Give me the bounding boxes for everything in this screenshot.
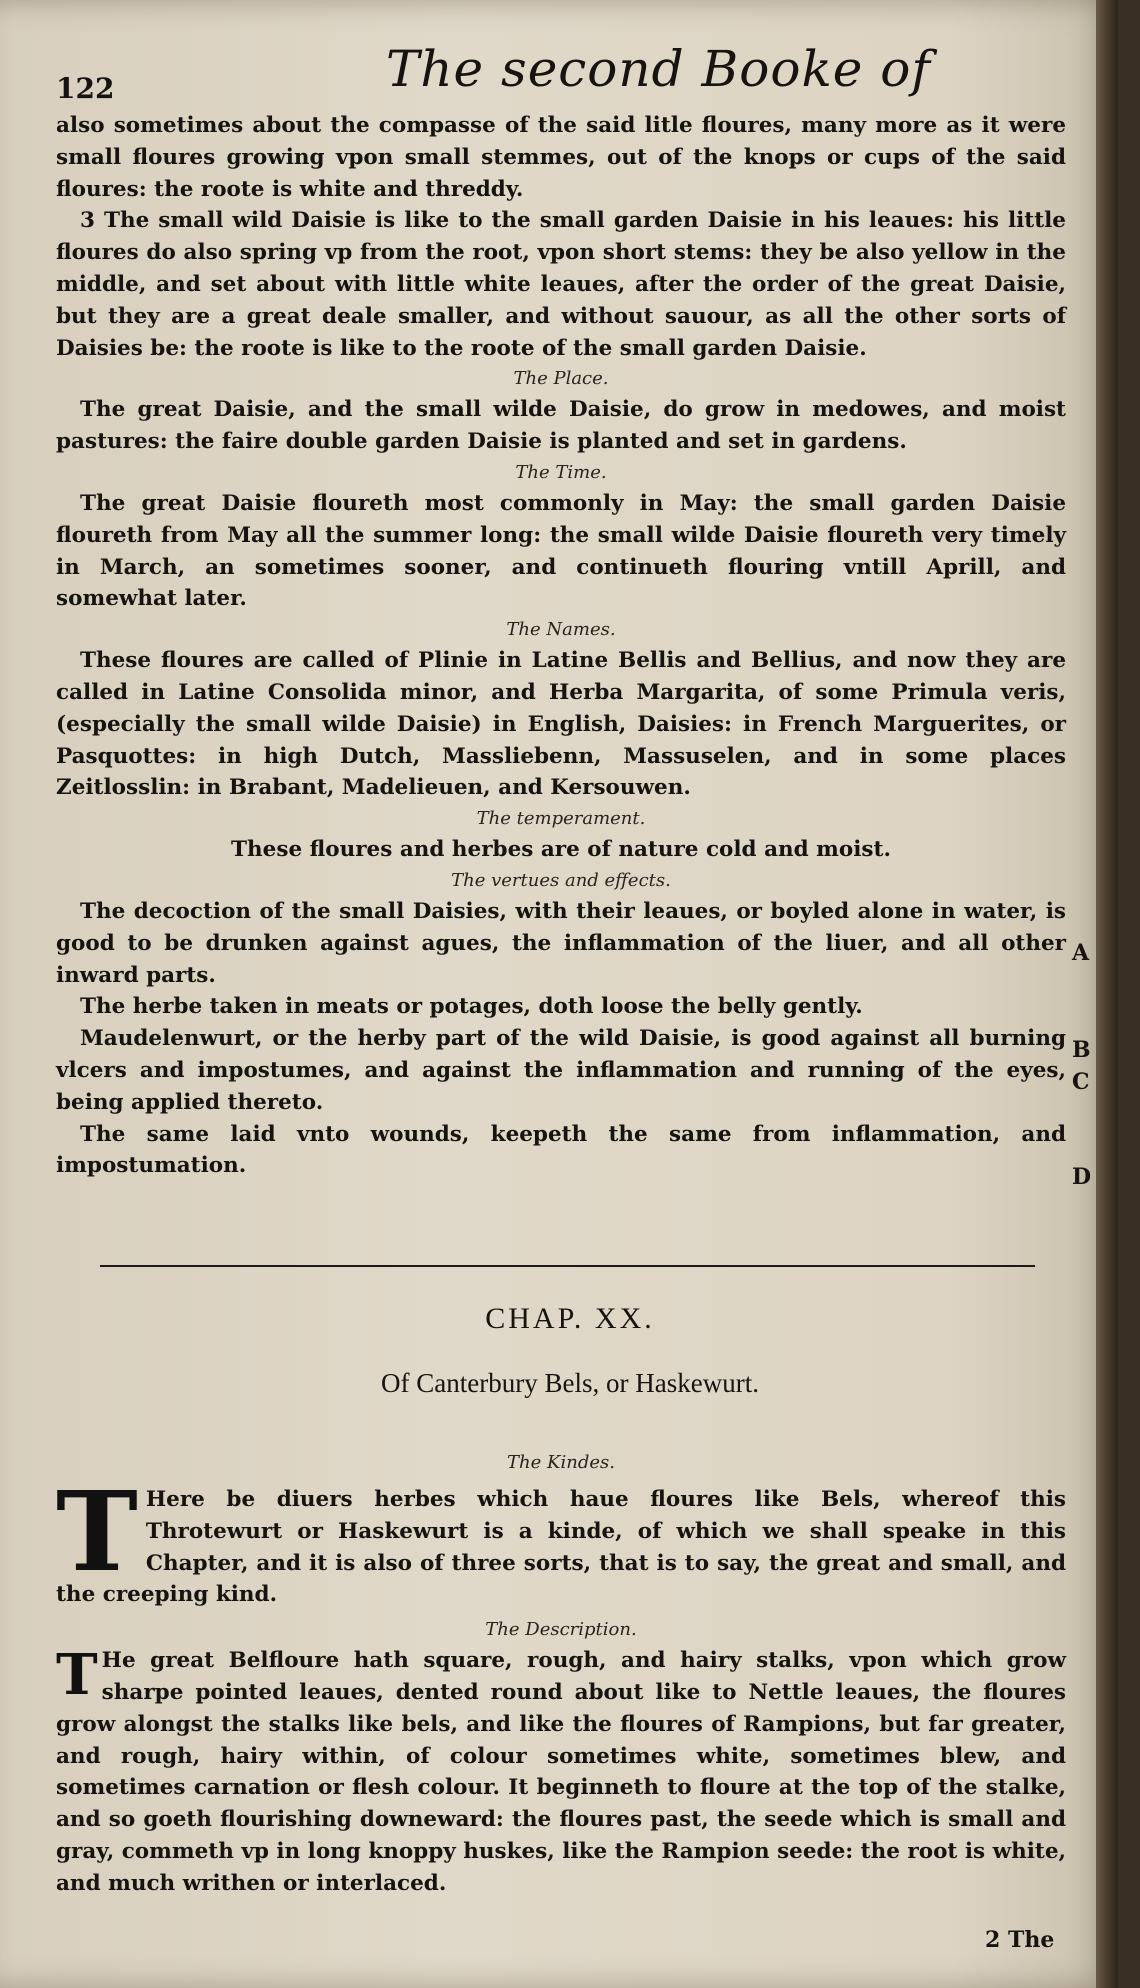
chapter-title: CHAP. XX. — [485, 1302, 655, 1335]
heading-description: The Description. — [485, 1619, 637, 1641]
paragraph-place: The great Daisie, and the small wilde Daisie, do grow in medowes, and moist pastures: the faire double garden Daisie is planted and set in gardens. — [56, 397, 1066, 455]
running-head: The second Booke of — [386, 40, 931, 98]
heading-temperament: The temperament. — [476, 808, 646, 830]
heading-place: The Place. — [513, 368, 609, 390]
paragraph-small-wild-daisie — [56, 205, 1066, 364]
paragraph-kindes-text: Here be diuers herbes which haue floures like Bels, whereof this Throtewurt or Haskewurt is a kinde, of which we shall speake in this Chapter, and it is also of three sorts, that is to say, the great and small, and the creeping kind. — [56, 1487, 1066, 1608]
catchword: 2 The — [985, 1927, 1055, 1953]
margin-letter-c: C — [1072, 1069, 1090, 1095]
paragraph-vertue-a: The decoction of the small Daisies, with their leaues, or boyled alone in water, is good to be drunken against agues, the inflammation of the liuer, and all other inward parts. — [56, 898, 1066, 988]
paragraph-continuation: also sometimes about the compasse of the said litle floures, many more as it were small floures growing vpon small stemmes, out of the knops or cups of the said floures: the roote is white and threddy. — [56, 113, 1066, 202]
margin-letter-b: B — [1072, 1037, 1091, 1063]
heading-vertues: The vertues and effects. — [451, 869, 671, 891]
paragraph-temperament: These floures and herbes are of nature cold and moist. — [231, 837, 891, 863]
chapter-subtitle: Of Canterbury Bels, or Haskewurt. — [381, 1368, 759, 1398]
drop-cap-description: T — [56, 1642, 98, 1709]
heading-time: The Time. — [515, 461, 607, 483]
page-header — [56, 40, 1056, 110]
margin-letter-d: D — [1072, 1164, 1092, 1190]
heading-kindes: The Kindes. — [507, 1452, 615, 1473]
paragraph-vertue-c: Maudelenwurt, or the herby part of the wild Daisie, is good against all burning vlcers and impostumes, and against the inflammation and running of the eyes, being applied thereto. — [56, 1026, 1066, 1115]
drop-cap-kindes: T — [56, 1467, 138, 1596]
paragraph-vertue-b: The herbe taken in meats or potages, doth loose the belly gently. — [80, 994, 863, 1020]
lower-text-block — [56, 1448, 1066, 1900]
paragraph-description — [56, 1642, 1066, 1899]
upper-text-block — [56, 110, 1066, 1182]
paragraph-description-text: He great Belfloure hath square, rough, and hairy stalks, vpon which grow sharpe pointed leaues, dented round about like to Nettle leaues, the floures grow alongst the stalks like bels, and like the floures of Rampions, but far greater, and rough, hairy within, of colour sometimes white, sometimes blew, and sometimes carnation or flesh colour. It beginneth to floure at the top of the stalke, and so goeth flourishing downeward: the floures past, the seede which is small and gray, commeth vp in long knoppy huskes, like the Rampion seede: the root is white, and much writhen or interlaced. — [56, 1648, 1066, 1896]
page-number: 122 — [56, 72, 115, 105]
book-gutter — [1096, 0, 1118, 1988]
paragraph-kindes — [56, 1467, 1066, 1611]
heading-names: The Names. — [506, 619, 616, 641]
paragraph-names: These floures are called of Plinie in Latine Bellis and Bellius, and now they are called in Latine Consolida minor, and Herba Margarita, of some Primula veris, (especially the small wilde Daisie) in English, Daisies: in French Marguerites, or Pasquottes: in high Dutch, Massliebenn, Massuselen, and in some places Zeitlosslin: in Brabant, Madelieuen, and Kersouwen. — [56, 648, 1066, 801]
item-text: The small wild Daisie is like to the small garden Daisie in his leaues: his little floures do also spring vp from the root, vpon short stems: they be also yellow in the middle, and set about with little white leaues, after the order of the great Daisie, but they are a great deale smaller, and without sauour, as all the other sorts of Daisies be: the roote is like to the roote of the small garden Daisie. — [56, 208, 1066, 361]
margin-letter-a: A — [1072, 940, 1090, 966]
paragraph-time: The great Daisie floureth most commonly in May: the small garden Daisie floureth from May all the summer long: the small wilde Daisie floureth very timely in March, an sometimes sooner, and continueth flouring vntill Aprill, and somewhat later. — [56, 490, 1066, 612]
paragraph-vertue-d: The same laid vnto wounds, keepeth the same from inflammation, and impostumation. — [56, 1121, 1066, 1179]
section-divider — [100, 1265, 1035, 1267]
item-number: 3 — [80, 208, 95, 234]
